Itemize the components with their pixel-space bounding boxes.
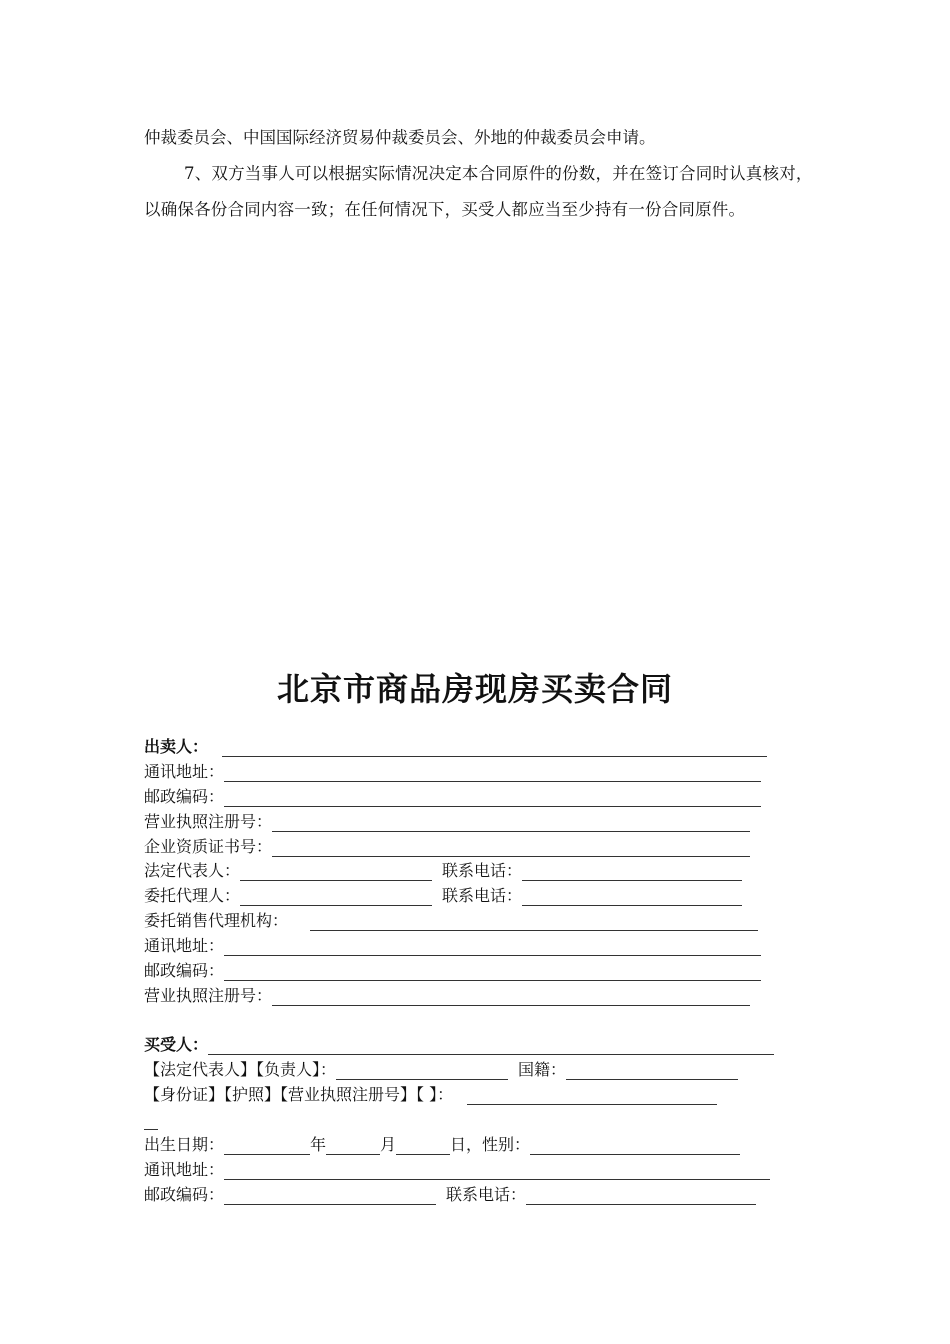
buyer-id-label: 【身份证】【护照】【营业执照注册号】【 】： [144,1085,454,1104]
agency-postcode-label: 邮政编码： [144,961,225,980]
buyer-birth-year-field[interactable] [224,1137,310,1155]
seller-agent-field[interactable] [240,888,432,906]
buyer-postcode-label: 邮政编码： [144,1185,225,1204]
seller-postcode-row [144,785,761,807]
agency-license-field[interactable] [272,988,750,1006]
paragraph-arbitration: 仲裁委员会、中国国际经济贸易仲裁委员会、外地的仲裁委员会申请。 [144,128,656,147]
seller-license-field[interactable] [272,814,750,832]
agency-address-row [144,934,761,956]
buyer-birth-label: 出生日期： [144,1135,225,1154]
buyer-postcode-field[interactable] [224,1187,436,1205]
seller-legal-rep-row [144,859,742,881]
seller-phone1-field[interactable] [522,863,742,881]
seller-legal-rep-field[interactable] [240,863,432,881]
seller-postcode-label: 邮政编码： [144,787,225,806]
seller-agent-row [144,884,742,906]
buyer-address-field[interactable] [224,1162,770,1180]
buyer-birth-row [144,1133,740,1155]
agency-license-label: 营业执照注册号： [144,986,273,1005]
seller-address-label: 通讯地址： [144,762,225,781]
buyer-id-field-continued[interactable] [144,1112,158,1130]
seller-name-row [144,735,767,757]
seller-name-field[interactable] [222,739,767,757]
seller-agent-label: 委托代理人： [144,886,241,905]
buyer-nationality-label: 国籍： [518,1060,567,1079]
buyer-phone-field[interactable] [526,1187,756,1205]
seller-phone1-label: 联系电话： [442,861,523,880]
buyer-phone-label: 联系电话： [446,1185,527,1204]
buyer-name-label: 买受人： [144,1035,209,1054]
buyer-nationality-field[interactable] [566,1062,738,1080]
agency-postcode-row [144,959,761,981]
buyer-postcode-row [144,1183,756,1205]
buyer-address-label: 通讯地址： [144,1160,225,1179]
seller-address-row [144,760,761,782]
seller-postcode-field[interactable] [224,789,761,807]
buyer-rep-row [144,1058,738,1080]
buyer-rep-field[interactable] [336,1062,508,1080]
buyer-year-label: 年 [310,1135,327,1154]
contract-title: 北京市商品房现房买卖合同 [276,670,673,708]
buyer-month-label: 月 [380,1135,397,1154]
buyer-id-row [144,1083,717,1105]
buyer-birth-month-field[interactable] [326,1137,380,1155]
buyer-rep-label: 【法定代表人】【负责人】： [144,1060,337,1079]
seller-phone2-label: 联系电话： [442,886,523,905]
buyer-name-field[interactable] [208,1037,774,1055]
buyer-birth-day-field[interactable] [396,1137,450,1155]
buyer-address-row [144,1158,770,1180]
buyer-gender-field[interactable] [530,1137,740,1155]
seller-phone2-field[interactable] [522,888,742,906]
seller-legal-rep-label: 法定代表人： [144,861,241,880]
seller-address-field[interactable] [224,764,761,782]
seller-name-label: 出卖人： [144,737,209,756]
sales-agency-row [144,909,758,931]
agency-address-field[interactable] [224,938,761,956]
seller-qualification-row [144,835,750,857]
buyer-name-row [144,1033,774,1055]
agency-postcode-field[interactable] [224,963,761,981]
seller-qualification-label: 企业资质证书号： [144,837,273,856]
agency-address-label: 通讯地址： [144,936,225,955]
buyer-id-field[interactable] [467,1087,717,1105]
seller-qualification-field[interactable] [272,839,750,857]
seller-license-label: 营业执照注册号： [144,812,273,831]
sales-agency-field[interactable] [310,913,758,931]
seller-license-row [144,810,750,832]
paragraph-clause-7: 7、双方当事人可以根据实际情况决定本合同原件的份数，并在签订合同时认真核对，以确保各份合同内容一致；在任何情况下，买受人都应当至少持有一份合同原件。 [144,164,813,219]
sales-agency-label: 委托销售代理机构： [144,911,289,930]
agency-license-row [144,984,750,1006]
buyer-day-gender-label: 日，性别： [450,1135,531,1154]
buyer-id-wrap-row [144,1108,158,1130]
